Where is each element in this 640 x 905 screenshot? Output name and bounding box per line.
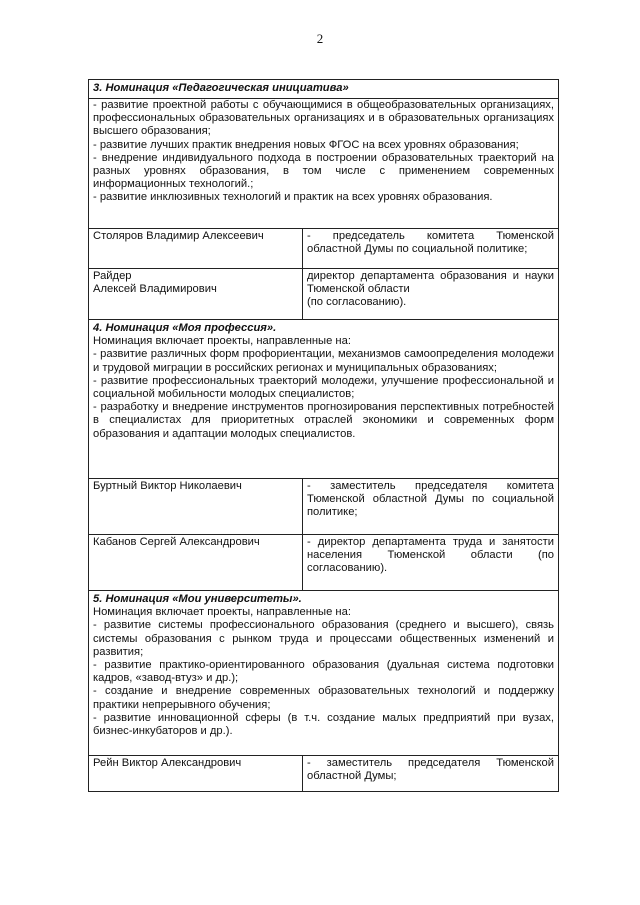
member-role: - директор департамента труда и занятости населения Тюменской области (по согласованию).: [303, 535, 559, 591]
member-role: - заместитель председателя Тюменской областной Думы;: [303, 756, 559, 792]
section-description-row: [89, 591, 559, 756]
member-role: - заместитель председателя комитета Тюменской областной Думы по социальной политике;: [303, 479, 559, 535]
section-item: - развитие проектной работы с обучающимися в общеобразовательных организациях, профессиональных образовательных организациях и в образовательных организациях высшего образования;: [93, 99, 555, 138]
member-name: Столяров Владимир Алексеевич: [89, 229, 303, 269]
section-item: - развитие практико-ориентированного образования (дуальная система подготовки кадров, «завод-втуз» и др.);: [93, 659, 555, 685]
section-item: - развитие инклюзивных технологий и практик на всех уровнях образования.: [93, 191, 493, 204]
member-row: [89, 756, 559, 792]
member-row: [89, 535, 559, 591]
section-header: 3. Номинация «Педагогическая инициатива»: [89, 80, 559, 99]
section-item: - внедрение индивидуального подхода в построении образовательных траекторий на разных уровнях образования, в том числе с применением современных информационных технологий.;: [93, 151, 555, 191]
section-description: [89, 591, 559, 756]
section-description-row: [89, 99, 559, 229]
member-name: Буртный Виктор Николаевич: [89, 479, 303, 535]
member-row: [89, 269, 559, 320]
section-intro: Номинация включает проекты, направленные на:: [93, 606, 351, 619]
member-role: директор департамента образования и науки Тюменской области (по согласованию).: [303, 269, 559, 320]
member-role: - председатель комитета Тюменской областной Думы по социальной политике;: [303, 229, 559, 269]
section-item: - развитие лучших практик внедрения новых ФГОС на всех уровнях образования;: [93, 138, 519, 151]
member-name: Кабанов Сергей Александрович: [89, 535, 303, 591]
section-description: [89, 99, 559, 229]
section-header: 5. Номинация «Мои университеты».: [93, 593, 302, 605]
section-item: - развитие различных форм профориентации, механизмов самоопределения молодежи и трудовой миграции в российских регионах и муниципальных образованиях;: [93, 348, 555, 374]
section-intro: Номинация включает проекты, направленные на:: [93, 335, 351, 348]
section-header-row: [89, 80, 559, 99]
member-row: [89, 479, 559, 535]
section-item: - развитие инновационной сферы (в т.ч. создание малых предприятий при вузах, бизнес-инкубаторов и др.).: [93, 711, 555, 738]
page-number: 2: [316, 31, 324, 46]
nominations-table: [88, 79, 559, 792]
member-name: Райдер Алексей Владимирович: [89, 269, 303, 320]
member-name: Рейн Виктор Александрович: [89, 756, 303, 792]
section-header: 4. Номинация «Моя профессия».: [93, 322, 277, 334]
section-description-row: [89, 320, 559, 479]
section-description: [89, 320, 559, 479]
section-item: - развитие профессиональных траекторий молодежи, улучшение профессиональной и социальной мобильности молодых специалистов;: [93, 374, 555, 401]
member-row: [89, 229, 559, 269]
section-item: - создание и внедрение современных образовательных технологий и поддержку практики непрерывного обучения;: [93, 685, 555, 711]
section-item: - развитие системы профессионального образования (среднего и высшего), связь системы образования с рынком труда и процессами общественных изменений и развития;: [93, 619, 555, 658]
section-item: - разработку и внедрение инструментов прогнозирования перспективных потребностей в специалистах для приоритетных отраслей экономики и современных форм образования и адаптации молодых специалистов.: [93, 401, 555, 440]
